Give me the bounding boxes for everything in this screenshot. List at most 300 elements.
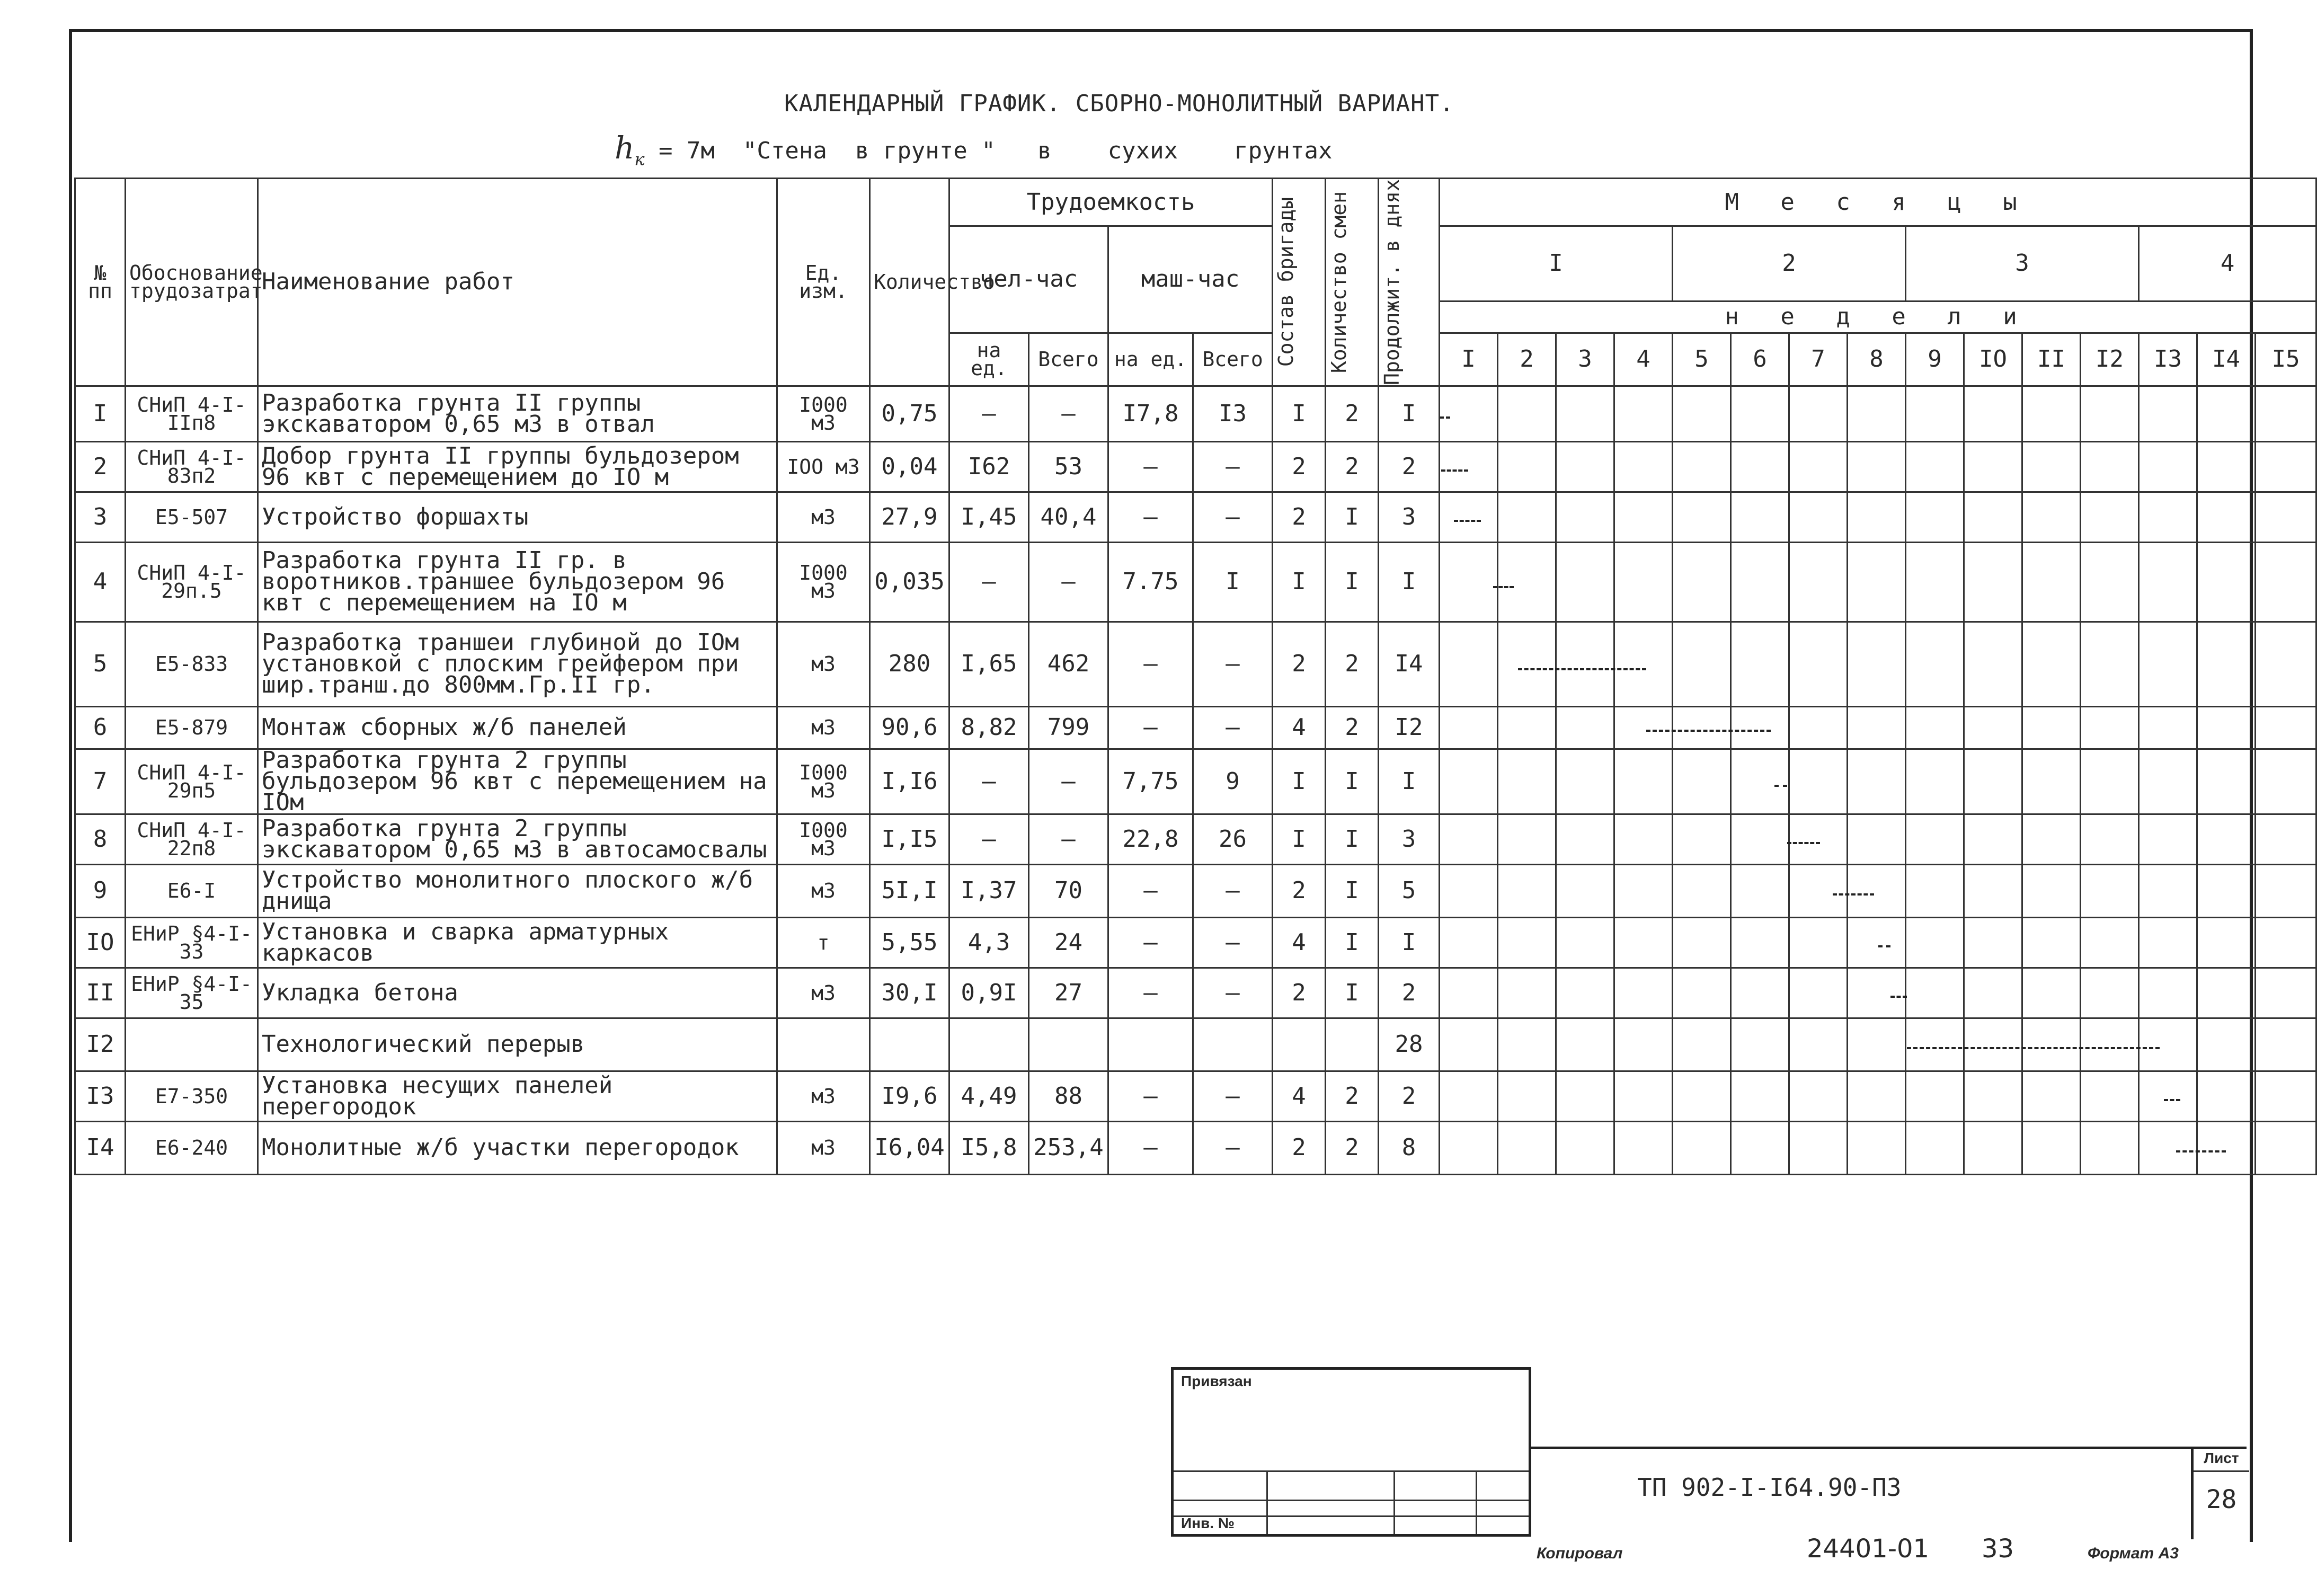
col-crew: Состав бригады [1273, 179, 1326, 386]
week-cell [1673, 864, 1731, 917]
week-cell [1673, 441, 1731, 492]
week-cell [1731, 917, 1789, 968]
col-man-hours: чел-час [949, 226, 1108, 333]
week-cell [1848, 706, 1906, 749]
week-cell [1498, 1121, 1556, 1174]
col-duration: Продолжит. в днях [1379, 179, 1440, 386]
week-cell [1789, 917, 1848, 968]
week-cell [2197, 917, 2256, 968]
week-cell [2139, 968, 2197, 1018]
cell-crew: 2 [1273, 492, 1326, 542]
week-cell [1848, 864, 1906, 917]
cell-mach-total: – [1193, 492, 1273, 542]
cell-mach-unit: – [1108, 917, 1193, 968]
week-cell [1848, 492, 1906, 542]
col-num: № пп [75, 179, 126, 386]
cell-mach-unit: 22,8 [1108, 814, 1193, 864]
sheet-box [2191, 1447, 2249, 1539]
week-cell [1556, 706, 1614, 749]
col-shifts: Количество смен [1326, 179, 1379, 386]
week-cell [1789, 441, 1848, 492]
cell-mh-total: 40,4 [1029, 492, 1108, 542]
week-cell [2081, 1071, 2139, 1121]
week-cell [1440, 542, 1498, 622]
week-cell [1964, 864, 2022, 917]
cell-basis: СНиП 4-I-29п5 [126, 749, 258, 814]
cell-mach-total: 9 [1193, 749, 1273, 814]
week-cell [2139, 492, 2197, 542]
cell-name: Укладка бетона [258, 968, 777, 1018]
col-weeks: н е д е л и [1440, 301, 2316, 333]
cell-shifts: I [1326, 917, 1379, 968]
week-cell [2022, 917, 2081, 968]
week-cell [1731, 386, 1789, 441]
month-3: 3 [1906, 226, 2139, 302]
month-1: I [1440, 226, 1673, 302]
cell-crew: 2 [1273, 864, 1326, 917]
table-row [75, 1018, 2316, 1071]
week-cell [1848, 1121, 1906, 1174]
week-cell [1731, 1121, 1789, 1174]
week-cell [1614, 814, 1673, 864]
week-cell [2197, 1121, 2256, 1174]
cell-name: Разработка траншеи глубиной до IOм установкой с плоским грейфером при шир.транш.до 800мм.Гр.II гр. [258, 622, 777, 706]
week-cell [1906, 706, 1964, 749]
week-cell [1498, 968, 1556, 1018]
week-cell [1848, 441, 1906, 492]
week-cell [1731, 749, 1789, 814]
week-cell [1556, 492, 1614, 542]
week-cell [1440, 706, 1498, 749]
month-2: 2 [1673, 226, 1906, 302]
week-cell [2256, 917, 2316, 968]
week-cell [1789, 1121, 1848, 1174]
sheet-label: Лист [2204, 1450, 2239, 1466]
week-cell [2197, 1071, 2256, 1121]
week-cell [2081, 968, 2139, 1018]
week-cell [1556, 542, 1614, 622]
schedule-bar [1454, 520, 1481, 522]
week-cell [1673, 542, 1731, 622]
cell-days: 2 [1379, 968, 1440, 1018]
cell-shifts: 2 [1326, 1121, 1379, 1174]
week-cell [1906, 492, 1964, 542]
schedule-bar [1493, 586, 1514, 588]
week-cell [2022, 706, 2081, 749]
cell-mach-unit: – [1108, 864, 1193, 917]
cell-crew [1273, 1018, 1326, 1071]
cell-unit: т [777, 917, 870, 968]
week-cell [2081, 749, 2139, 814]
cell-shifts: I [1326, 542, 1379, 622]
cell-basis: E6-240 [126, 1121, 258, 1174]
week-cell [1848, 814, 1906, 864]
cell-basis: E5-833 [126, 622, 258, 706]
cell-mach-total: – [1193, 864, 1273, 917]
cell-mh-total: 462 [1029, 622, 1108, 706]
week-cell [1964, 749, 2022, 814]
cell-shifts: 2 [1326, 1071, 1379, 1121]
cell-qty [870, 1018, 949, 1071]
page-subtitle [615, 130, 1333, 170]
week-cell [1964, 441, 2022, 492]
cell-mh-total: 53 [1029, 441, 1108, 492]
week-cell [1848, 386, 1906, 441]
cell-mach-total: – [1193, 706, 1273, 749]
week-cell [1556, 1018, 1614, 1071]
schedule-bar [1907, 1047, 2160, 1049]
cell-mh-total [1029, 1018, 1108, 1071]
week-cell [2022, 968, 2081, 1018]
cell-unit: м3 [777, 1071, 870, 1121]
cell-unit: I000 м3 [777, 542, 870, 622]
week-cell [1789, 749, 1848, 814]
week-cell [1440, 917, 1498, 968]
week-cell [1440, 441, 1498, 492]
week-cell [1498, 1071, 1556, 1121]
week-cell [2022, 622, 2081, 706]
hk-symbol: $h_к$ [615, 130, 645, 170]
col-labor: Трудоемкость [949, 179, 1273, 226]
week-cell [2139, 864, 2197, 917]
week-cell [1673, 386, 1731, 441]
cell-unit: м3 [777, 622, 870, 706]
week-cell [1556, 622, 1614, 706]
week-cell [1440, 814, 1498, 864]
cell-mh-unit: 0,9I [949, 968, 1029, 1018]
week-cell [1789, 492, 1848, 542]
page-number: 33 [1982, 1534, 2014, 1564]
hk-value: = 7м [658, 137, 715, 164]
cell-num: I3 [75, 1071, 126, 1121]
col-machine-hours: маш-час [1108, 226, 1273, 333]
cell-qty: 5,55 [870, 917, 949, 968]
week-cell [1731, 492, 1789, 542]
schedule-bar [1646, 730, 1770, 732]
format-label: Формат А3 [2088, 1545, 2179, 1562]
cell-mh-total: 799 [1029, 706, 1108, 749]
cell-mh-unit: – [949, 542, 1029, 622]
table-row [75, 386, 2316, 441]
cell-num: I4 [75, 1121, 126, 1174]
week-cell [2256, 1018, 2316, 1071]
cell-mh-total: 27 [1029, 968, 1108, 1018]
cell-crew: 2 [1273, 968, 1326, 1018]
cell-crew: I [1273, 749, 1326, 814]
week-cell [1440, 1071, 1498, 1121]
week-9: 9 [1906, 333, 1964, 386]
week-15: I5 [2256, 333, 2316, 386]
cell-qty: 30,I [870, 968, 949, 1018]
week-cell [1848, 749, 1906, 814]
col-unit: Ед. изм. [777, 179, 870, 386]
cell-days: 8 [1379, 1121, 1440, 1174]
week-cell [1906, 386, 1964, 441]
week-cell [2081, 814, 2139, 864]
week-cell [1614, 864, 1673, 917]
week-cell [1731, 542, 1789, 622]
col-mh-per-unit: на ед. [949, 333, 1029, 386]
week-cell [1556, 749, 1614, 814]
week-cell [1906, 1018, 1964, 1071]
cell-days: I4 [1379, 622, 1440, 706]
week-cell [1614, 1018, 1673, 1071]
cell-mach-unit: – [1108, 706, 1193, 749]
cell-name: Устройство форшахты [258, 492, 777, 542]
cell-mach-unit: – [1108, 1121, 1193, 1174]
week-cell [1964, 386, 2022, 441]
week-cell [1614, 968, 1673, 1018]
table-row [75, 441, 2316, 492]
cell-basis: E7-350 [126, 1071, 258, 1121]
cell-unit: м3 [777, 968, 870, 1018]
month-4: 4 [2139, 226, 2316, 302]
week-cell [1556, 917, 1614, 968]
cell-mach-unit: – [1108, 441, 1193, 492]
bound-label: Привязан [1181, 1373, 1252, 1389]
cell-shifts: I [1326, 864, 1379, 917]
week-cell [1789, 1071, 1848, 1121]
week-2: 2 [1498, 333, 1556, 386]
week-cell [1556, 386, 1614, 441]
cell-basis: ЕНиР §4-I-33 [126, 917, 258, 968]
week-cell [1498, 386, 1556, 441]
cell-mach-total: – [1193, 917, 1273, 968]
table-row [75, 1121, 2316, 1174]
week-cell [1556, 441, 1614, 492]
table-row [75, 968, 2316, 1018]
week-cell [1964, 917, 2022, 968]
week-cell [1498, 814, 1556, 864]
week-cell [2022, 864, 2081, 917]
week-cell [1964, 1018, 2022, 1071]
cell-days: I [1379, 749, 1440, 814]
cell-num: 7 [75, 749, 126, 814]
week-cell [1789, 864, 1848, 917]
cell-basis: СНиП 4-I-29п.5 [126, 542, 258, 622]
cell-mach-unit: 7.75 [1108, 542, 1193, 622]
cell-num: 2 [75, 441, 126, 492]
week-cell [1731, 968, 1789, 1018]
week-cell [2256, 749, 2316, 814]
cell-unit: м3 [777, 706, 870, 749]
week-cell [1556, 1071, 1614, 1121]
col-basis: Обоснование трудозатрат [126, 179, 258, 386]
week-cell [1673, 917, 1731, 968]
cell-shifts: 2 [1326, 386, 1379, 441]
week-cell [2197, 492, 2256, 542]
week-cell [1964, 968, 2022, 1018]
week-cell [2256, 542, 2316, 622]
table-row [75, 814, 2316, 864]
cell-mh-unit: 4,49 [949, 1071, 1029, 1121]
week-cell [1789, 706, 1848, 749]
cell-shifts: I [1326, 814, 1379, 864]
week-cell [1906, 1121, 1964, 1174]
cell-name: Разработка грунта 2 группы бульдозером 96 квт с перемещением на IOм [258, 749, 777, 814]
cell-mh-unit: I,65 [949, 622, 1029, 706]
schedule-bar [1833, 893, 1874, 895]
cell-shifts: I [1326, 749, 1379, 814]
week-cell [1440, 968, 1498, 1018]
week-cell [1673, 622, 1731, 706]
sheet-number: 28 [2206, 1485, 2237, 1514]
cell-name: Разработка грунта II гр. в воротников.траншее бульдозером 96 квт с перемещением на IO м [258, 542, 777, 622]
col-months: М е с я ц ы [1440, 179, 2316, 226]
cell-qty: I,I6 [870, 749, 949, 814]
cell-mach-total [1193, 1018, 1273, 1071]
week-cell [2256, 441, 2316, 492]
week-cell [2197, 968, 2256, 1018]
week-cell [2081, 917, 2139, 968]
table-row [75, 492, 2316, 542]
week-4: 4 [1614, 333, 1673, 386]
cell-days: 5 [1379, 864, 1440, 917]
week-cell [1906, 542, 1964, 622]
cell-unit: I000 м3 [777, 386, 870, 441]
week-cell [1906, 622, 1964, 706]
cell-mach-total: I3 [1193, 386, 1273, 441]
cell-mh-unit: I62 [949, 441, 1029, 492]
table-row [75, 706, 2316, 749]
week-cell [1614, 749, 1673, 814]
week-cell [2256, 706, 2316, 749]
week-cell [1498, 749, 1556, 814]
cell-num: II [75, 968, 126, 1018]
week-cell [2022, 492, 2081, 542]
week-cell [1848, 542, 1906, 622]
col-qty: Количество [870, 179, 949, 386]
cell-num: IO [75, 917, 126, 968]
week-cell [1848, 622, 1906, 706]
cell-mach-total: 26 [1193, 814, 1273, 864]
cell-name: Разработка грунта 2 группы экскаватором 0,65 м3 в автосамосвалы [258, 814, 777, 864]
week-cell [1848, 1071, 1906, 1121]
cell-mh-total: – [1029, 542, 1108, 622]
week-cell [1673, 749, 1731, 814]
cell-mh-total: – [1029, 386, 1108, 441]
week-cell [2139, 706, 2197, 749]
week-cell [1731, 864, 1789, 917]
week-cell [2022, 386, 2081, 441]
cell-num: I [75, 386, 126, 441]
cell-mh-unit: I,37 [949, 864, 1029, 917]
table-row [75, 917, 2316, 968]
schedule-bar [1441, 469, 1468, 472]
cell-days: 3 [1379, 492, 1440, 542]
cell-mach-unit: – [1108, 492, 1193, 542]
week-cell [2256, 814, 2316, 864]
cell-num: 8 [75, 814, 126, 864]
cell-num: 5 [75, 622, 126, 706]
week-cell [2022, 1018, 2081, 1071]
week-cell [1614, 492, 1673, 542]
week-cell [2081, 622, 2139, 706]
week-cell [2081, 1018, 2139, 1071]
week-cell [1440, 386, 1498, 441]
week-cell [1498, 492, 1556, 542]
cell-mh-unit: – [949, 814, 1029, 864]
week-cell [1498, 542, 1556, 622]
week-cell [2022, 1071, 2081, 1121]
cell-crew: 4 [1273, 917, 1326, 968]
week-cell [1498, 864, 1556, 917]
cell-unit: м3 [777, 864, 870, 917]
week-8: 8 [1848, 333, 1906, 386]
week-cell [2197, 542, 2256, 622]
week-cell [1964, 1121, 2022, 1174]
week-cell [2256, 968, 2316, 1018]
cell-mach-total: – [1193, 441, 1273, 492]
week-cell [1673, 814, 1731, 864]
week-cell [2197, 386, 2256, 441]
week-cell [1906, 864, 1964, 917]
week-cell [1906, 917, 1964, 968]
week-cell [1673, 492, 1731, 542]
cell-crew: 4 [1273, 706, 1326, 749]
cell-shifts: 2 [1326, 441, 1379, 492]
week-cell [2256, 1121, 2316, 1174]
cell-days: 2 [1379, 441, 1440, 492]
table-row [75, 749, 2316, 814]
table-row [75, 1071, 2316, 1121]
cell-qty: I6,04 [870, 1121, 949, 1174]
cell-mh-unit: 8,82 [949, 706, 1029, 749]
week-cell [2139, 622, 2197, 706]
cell-mach-unit: – [1108, 622, 1193, 706]
week-cell [1614, 706, 1673, 749]
cell-basis: E6-I [126, 864, 258, 917]
cell-basis [126, 1018, 258, 1071]
table-header [75, 179, 2316, 386]
cell-mach-total: – [1193, 1121, 1273, 1174]
week-cell [1673, 1071, 1731, 1121]
cell-mh-total: 253,4 [1029, 1121, 1108, 1174]
week-10: IO [1964, 333, 2022, 386]
cell-mh-total: – [1029, 814, 1108, 864]
week-cell [2197, 1018, 2256, 1071]
schedule-bar [1878, 945, 1890, 947]
week-cell [2197, 749, 2256, 814]
cell-qty: I9,6 [870, 1071, 949, 1121]
cell-shifts [1326, 1018, 1379, 1071]
week-cell [1789, 622, 1848, 706]
week-1: I [1440, 333, 1498, 386]
week-cell [1614, 917, 1673, 968]
week-cell [1556, 1121, 1614, 1174]
cell-shifts: 2 [1326, 622, 1379, 706]
week-cell [2139, 441, 2197, 492]
week-cell [1673, 968, 1731, 1018]
col-mach-total: Всего [1193, 333, 1273, 386]
week-cell [1848, 917, 1906, 968]
table-row [75, 542, 2316, 622]
week-3: 3 [1556, 333, 1614, 386]
cell-days: 28 [1379, 1018, 1440, 1071]
cell-unit: м3 [777, 492, 870, 542]
week-cell [1440, 1018, 1498, 1071]
cell-qty: 280 [870, 622, 949, 706]
week-cell [2256, 864, 2316, 917]
week-5: 5 [1673, 333, 1731, 386]
cell-basis: СНиП 4-I-IIп8 [126, 386, 258, 441]
week-cell [2022, 1121, 2081, 1174]
week-cell [1789, 542, 1848, 622]
cell-mach-total: – [1193, 1071, 1273, 1121]
cell-mach-total: – [1193, 622, 1273, 706]
week-cell [2139, 1071, 2197, 1121]
week-cell [1964, 542, 2022, 622]
